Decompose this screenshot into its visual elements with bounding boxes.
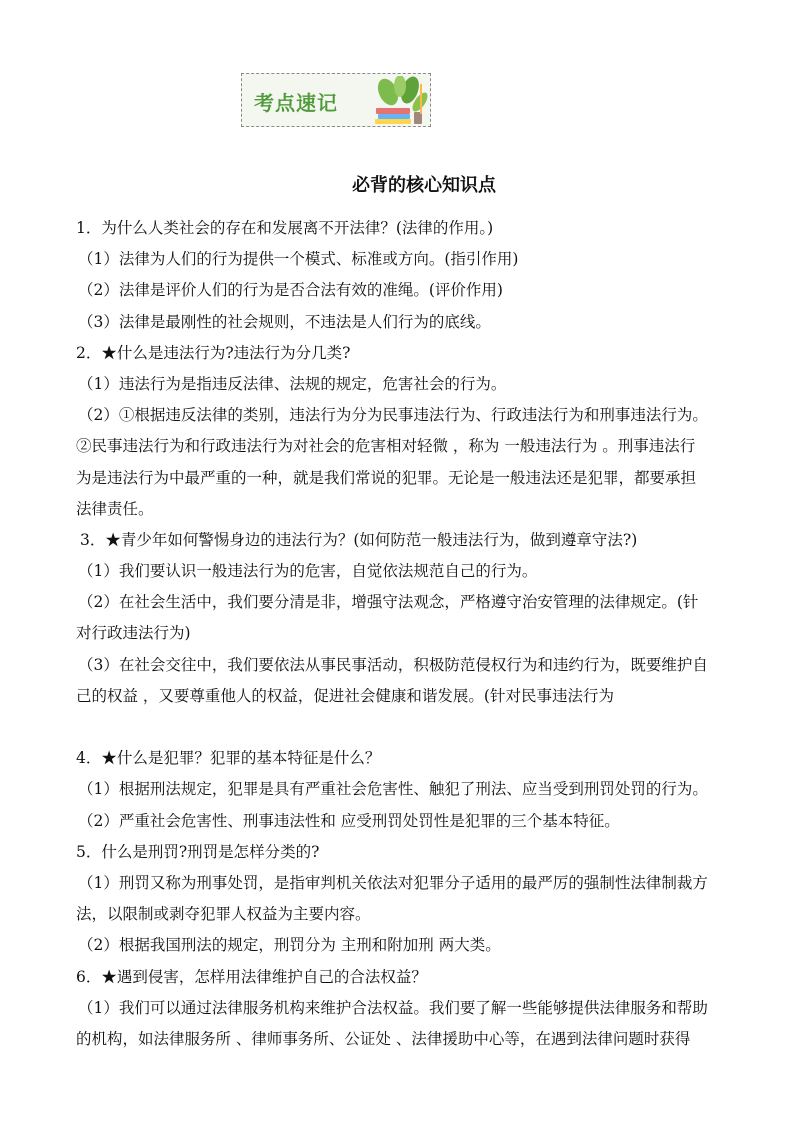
- q3-answer-3-cont: 己的权益 ，又要尊重他人的权益，促进社会健康和谐发展。(针对民事违法行为: [76, 686, 614, 705]
- q2-answer-1: （1）违法行为是指违反法律、法规的规定，危害社会的行为。: [78, 374, 507, 393]
- q3-heading: 3．★青少年如何警惕身边的违法行为？(如何防范一般违法行为，做到遵章守法?): [80, 530, 638, 549]
- q4-heading: 4．★什么是犯罪？犯罪的基本特征是什么？: [76, 749, 381, 768]
- q4-answer-2: （2）严重社会危害性、刑事违法性和 应受刑罚处罚性是犯罪的三个基本特征。: [78, 811, 620, 830]
- q1-answer-2: （2）法律是评价人们的行为是否合法有效的准绳。(评价作用): [78, 281, 503, 300]
- q6-heading: 6．★遇到侵害，怎样用法律维护自己的合法权益？: [76, 967, 427, 986]
- q1-heading: 1．为什么人类社会的存在和发展离不开法律？(法律的作用。): [76, 219, 494, 237]
- q5-heading: 5．什么是刑罚?刑罚是怎样分类的?: [76, 842, 320, 861]
- topic-badge: [241, 73, 431, 127]
- q2-answer-2: （2）①根据违反法律的类别，违法行为分为民事违法行为、行政违法行为和刑事违法行为。: [78, 406, 708, 425]
- q5-answer-1-cont: 法，以限制或剥夺犯罪人权益为主要内容。: [76, 905, 371, 924]
- q4-answer-1: （1）根据刑法规定，犯罪是具有严重社会危害性、触犯了刑法、应当受到刑罚处罚的行为。: [78, 780, 708, 799]
- q2-answer-2-cont-3: 法律责任。: [76, 499, 154, 518]
- q3-answer-1: （1）我们要认识一般违法行为的危害，自觉依法规范自己的行为。: [78, 562, 538, 581]
- q6-answer-1-cont: 的机构，如法律服务所 、律师事务所、公证处 、法律援助中心等，在遇到法律问题时获得: [76, 1029, 691, 1048]
- q1-answer-1: （1）法律为人们的行为提供一个模式、标准或方向。(指引作用): [78, 250, 519, 269]
- q1-answer-3: （3）法律是最刚性的社会规则，不违法是人们行为的底线。: [78, 312, 491, 331]
- q5-answer-2: （2）根据我国刑法的规定，刑罚分为 主刑和附加刑 两大类。: [78, 936, 501, 955]
- q3-answer-2: （2）在社会生活中，我们要分清是非，增强守法观念，严格遵守治安管理的法律规定。(针: [78, 593, 699, 612]
- knowledge-points: [76, 213, 726, 1055]
- q3-answer-3: （3）在社会交往中，我们要依法从事民事活动，积极防范侵权行为和违约行为，既要维护自: [78, 655, 708, 674]
- q2-answer-2-cont-1: ②民事违法行为和行政违法行为对社会的危害相对轻微 ，称为 一般违法行为 。刑事违法行: [76, 437, 696, 456]
- q2-heading: 2．★什么是违法行为?违法行为分几类?: [76, 343, 351, 362]
- page-title: 必背的核心知识点: [352, 175, 496, 196]
- q6-answer-1: （1）我们可以通过法律服务机构来维护合法权益。我们要了解一些能够提供法律服务和帮助: [78, 998, 708, 1017]
- q2-answer-2-cont-2: 为是违法行为中最严重的一种，就是我们常说的犯罪。无论是一般违法还是犯罪，都要承担: [76, 468, 697, 487]
- q5-answer-1: （1）刑罚又称为刑事处罚，是指审判机关依法对犯罪分子适用的最严厉的强制性法律制裁方: [78, 873, 708, 892]
- q3-answer-2-cont: 对行政违法行为): [76, 624, 191, 643]
- books-plant-icon: [362, 76, 430, 126]
- badge-label: 考点速记: [254, 91, 338, 115]
